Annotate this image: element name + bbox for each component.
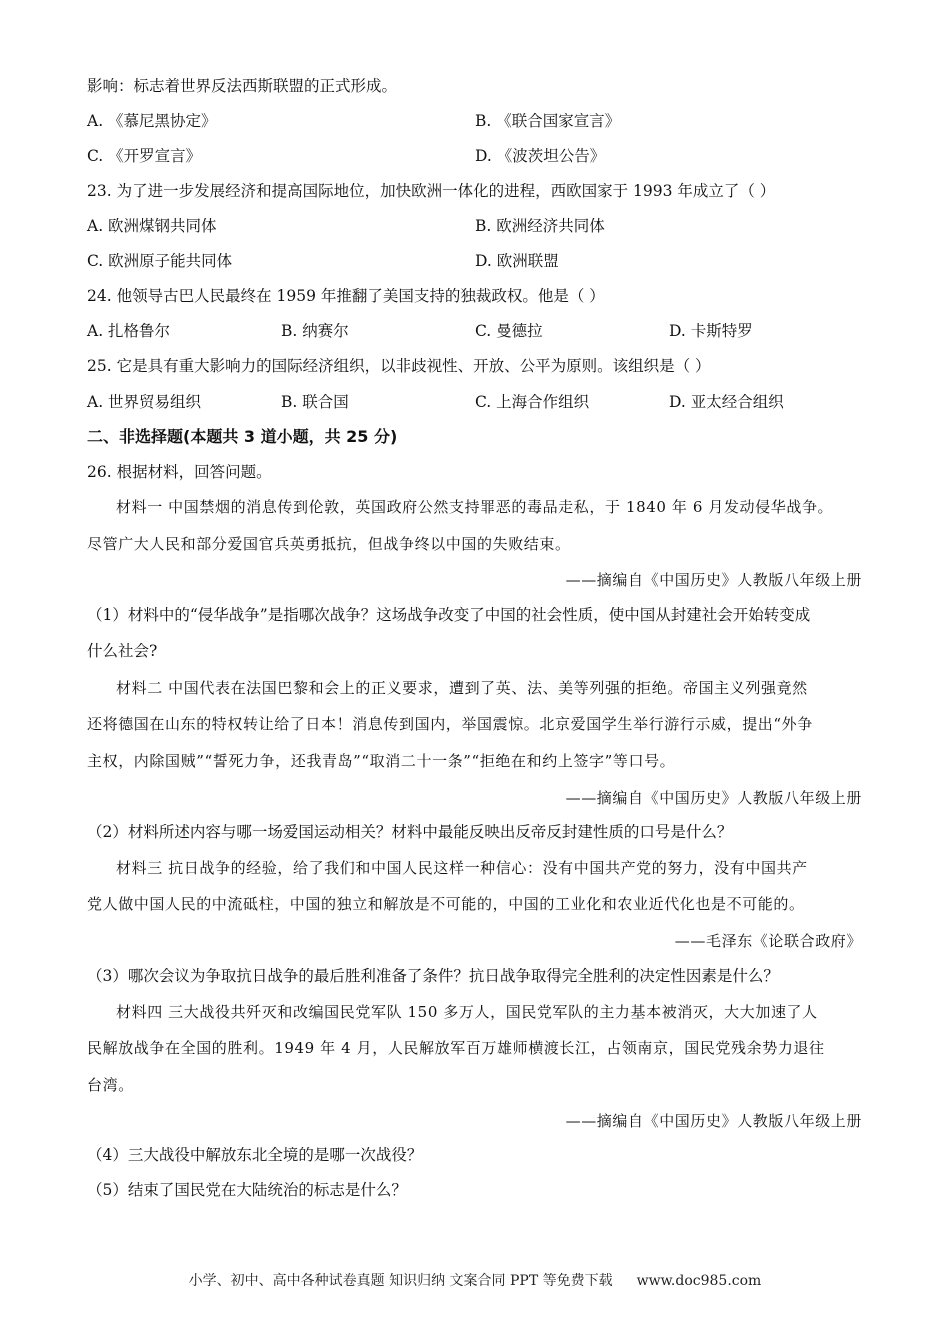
material-3-line-2: 党人做中国人民的中流砥柱，中国的独立和解放是不可能的，中国的工业化和农业近代化也是不可能的。 bbox=[87, 895, 805, 913]
material-4-line-3: 台湾。 bbox=[87, 1076, 134, 1094]
q22-tail: 影响：标志着世界反法西斯联盟的正式形成。 bbox=[87, 77, 398, 95]
footer-url[interactable]: www.doc985.com bbox=[636, 1273, 762, 1289]
q25-option-c: C. 上海合作组织 bbox=[475, 393, 590, 411]
q24-option-d: D. 卡斯特罗 bbox=[669, 322, 753, 340]
q24-option-c: C. 曼德拉 bbox=[475, 322, 543, 340]
q23-option-d: D. 欧洲联盟 bbox=[475, 252, 559, 270]
q22-option-b: B. 《联合国家宣言》 bbox=[475, 112, 621, 130]
q25-option-d: D. 亚太经合组织 bbox=[669, 393, 784, 411]
q25-stem: 25. 它是具有重大影响力的国际经济组织，以非歧视性、开放、公平为原则。该组织是（ ） bbox=[87, 357, 711, 375]
material-1-source: ——摘编自《中国历史》人教版八年级上册 bbox=[565, 571, 862, 589]
q23-option-c: C. 欧洲原子能共同体 bbox=[87, 252, 233, 270]
material-4-line-1: 材料四 三大战役共歼灭和改编国民党军队 150 多万人，国民党军队的主力基本被消灭，大大加速了人 bbox=[116, 1003, 818, 1021]
q24-option-a: A. 扎格鲁尔 bbox=[87, 322, 171, 340]
q23-option-b: B. 欧洲经济共同体 bbox=[475, 217, 605, 235]
question-1-line-1: （1）材料中的“侵华战争”是指哪次战争？这场战争改变了中国的社会性质，使中国从封建社会开始转变成 bbox=[87, 606, 811, 624]
material-2-source: ——摘编自《中国历史》人教版八年级上册 bbox=[565, 789, 862, 807]
q23-option-a: A. 欧洲煤钢共同体 bbox=[87, 217, 217, 235]
q26-stem: 26. 根据材料，回答问题。 bbox=[87, 463, 272, 481]
material-2-line-3: 主权，内除国贼”“誓死力争，还我青岛”“取消二十一条”“拒绝在和约上签字”等口号。 bbox=[87, 752, 676, 770]
material-2-line-1: 材料二 中国代表在法国巴黎和会上的正义要求，遭到了英、法、美等列强的拒绝。帝国主义列强竟然 bbox=[116, 679, 808, 697]
material-4-source: ——摘编自《中国历史》人教版八年级上册 bbox=[565, 1112, 862, 1130]
question-5: （5）结束了国民党在大陆统治的标志是什么？ bbox=[87, 1181, 407, 1199]
material-4-line-2: 民解放战争在全国的胜利。1949 年 4 月，人民解放军百万雄师横渡长江，占领南京，国民党残余势力退往 bbox=[87, 1039, 825, 1057]
q24-option-b: B. 纳赛尔 bbox=[281, 322, 349, 340]
material-1-line-2: 尽管广大人民和部分爱国官兵英勇抵抗，但战争终以中国的失败结束。 bbox=[87, 535, 571, 553]
question-1-line-2: 什么社会? bbox=[87, 642, 158, 660]
question-4: （4）三大战役中解放东北全境的是哪一次战役？ bbox=[87, 1146, 423, 1164]
material-1-line-1: 材料一 中国禁烟的消息传到伦敦，英国政府公然支持罪恶的毒品走私，于 1840 年 6 月发动侵华战争。 bbox=[116, 498, 834, 516]
q23-stem: 23. 为了进一步发展经济和提高国际地位，加快欧洲一体化的进程，西欧国家于 1993 年成立了（ ） bbox=[87, 182, 776, 200]
material-2-line-2: 还将德国在山东的特权转让给了日本！消息传到国内，举国震惊。北京爱国学生举行游行示威，提出“外争 bbox=[87, 715, 813, 733]
page-footer bbox=[0, 1270, 950, 1290]
q25-option-b: B. 联合国 bbox=[281, 393, 349, 411]
material-3-line-1: 材料三 抗日战争的经验，给了我们和中国人民这样一种信心：没有中国共产党的努力，没有中国共产 bbox=[116, 859, 808, 877]
q22-option-d: D. 《波茨坦公告》 bbox=[475, 147, 606, 165]
q24-stem: 24. 他领导古巴人民最终在 1959 年推翻了美国支持的独裁政权。他是（ ） bbox=[87, 287, 605, 305]
section-2-title: 二、非选择题(本题共 3 道小题，共 25 分) bbox=[87, 427, 398, 446]
footer-text: 小学、初中、高中各种试卷真题 知识归纳 文案合同 PPT 等免费下载 bbox=[188, 1273, 613, 1289]
question-3: （3）哪次会议为争取抗日战争的最后胜利准备了条件？抗日战争取得完全胜利的决定性因素是什么？ bbox=[87, 967, 779, 985]
q22-option-c: C. 《开罗宣言》 bbox=[87, 147, 202, 165]
question-2: （2）材料所述内容与哪一场爱国运动相关？材料中最能反映出反帝反封建性质的口号是什么？ bbox=[87, 823, 733, 841]
q25-option-a: A. 世界贸易组织 bbox=[87, 393, 202, 411]
material-3-source: ——毛泽东《论联合政府》 bbox=[674, 932, 862, 950]
q22-option-a: A. 《慕尼黑协定》 bbox=[87, 112, 217, 130]
